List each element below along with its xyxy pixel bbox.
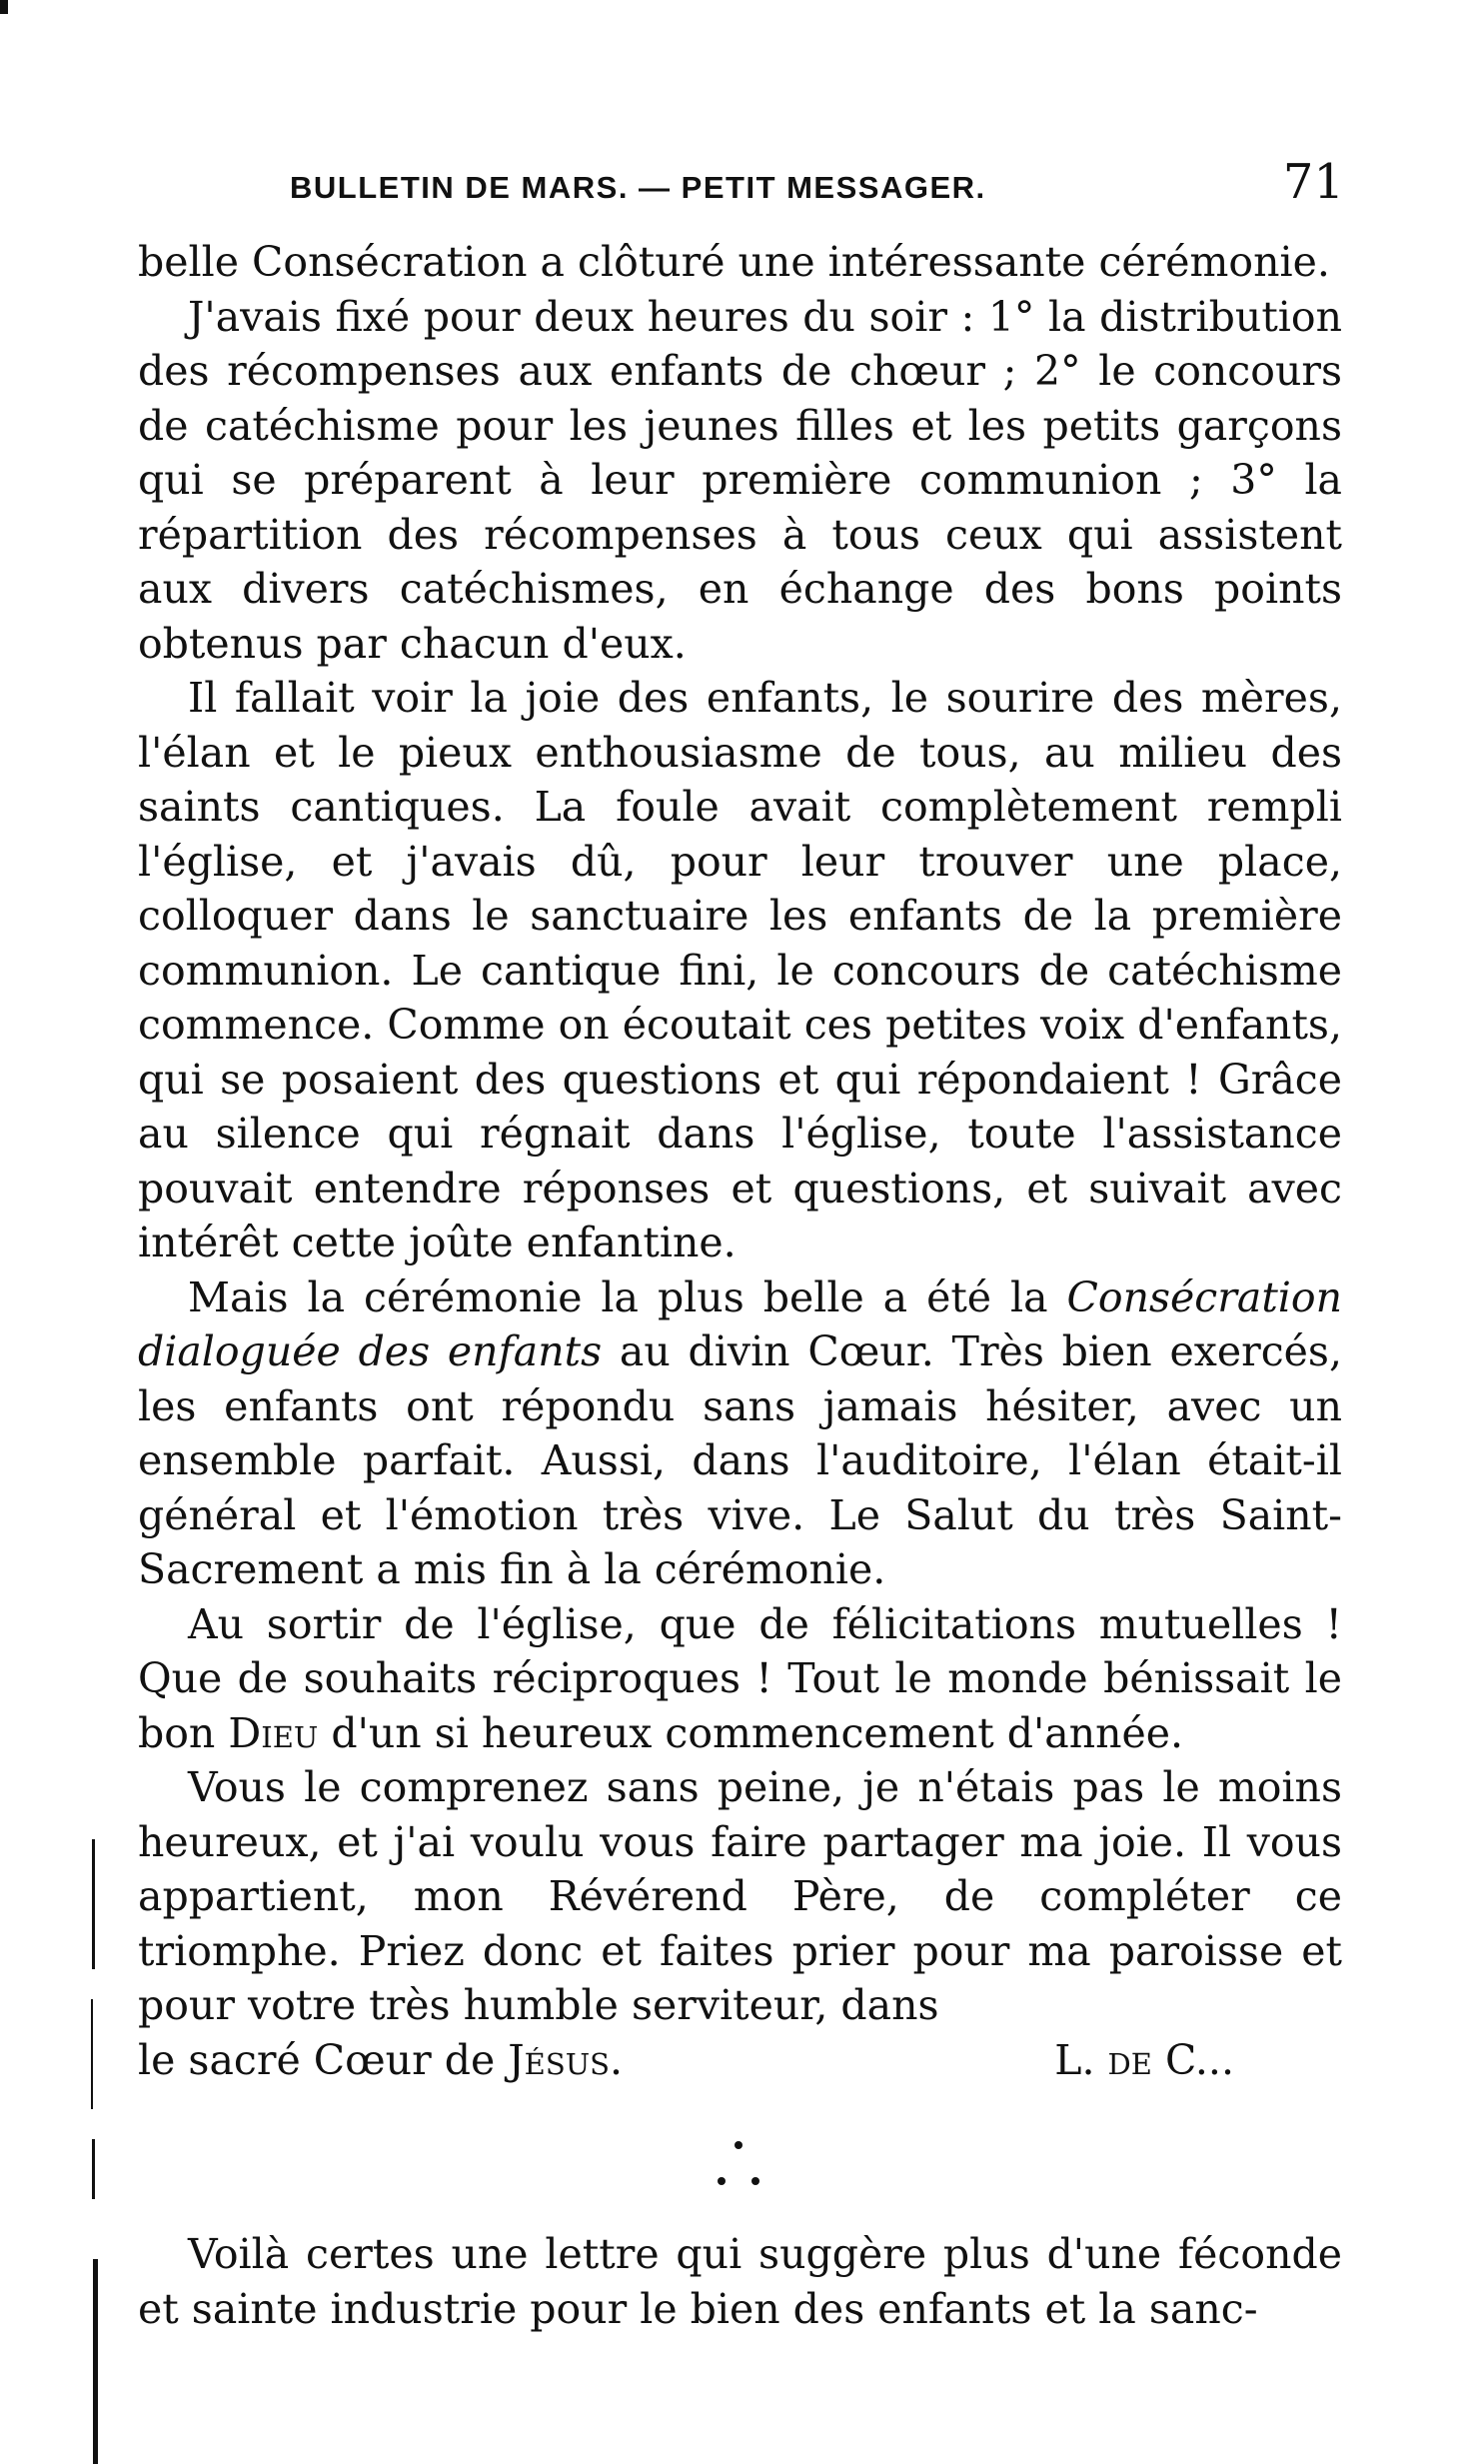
- paragraph-5-text-end: d'un si heureux commencement d'année.: [318, 1708, 1184, 1757]
- closing-text-start: le sacré Cœur de: [138, 2035, 509, 2084]
- paragraph-4-text-start: Mais la cérémonie la plus belle a été la: [188, 1272, 1067, 1321]
- paragraph-6: Vous le comprenez sans peine, je n'étais pas le moins heureux, et j'ai voulu vous faire partager ma joie. Il vous appartient, mon Révérend Père, de compléter ce triomphe. Priez donc et faites prier pour ma paroisse et pour votre très humble serviteur, dans: [138, 1763, 1342, 2029]
- closing-text-end: .: [610, 2035, 624, 2084]
- paragraph-3: Il fallait voir la joie des enfants, le sourire des mères, l'élan et le pieux enthousiasme de tous, au milieu des saints cantiques. La foule avait complètement rempli l'église, et j'avais dû, pour leur trouver une place, colloquer dans le sanctuaire les enfants de la première communion. Le cantique fini, le concours de catéchisme commence. Comme on écoutait ces petites voix d'enfants, qui se posaient des questions et qui répondaient ! Grâce au silence qui régnait dans l'église, toute l'assistance pouvait entendre réponses et questions, et suivait avec intérêt cette joûte enfantine.: [138, 674, 1342, 1266]
- paragraph-7: Voilà certes une lettre qui suggère plus d'une féconde et sainte industrie pour le bien des enfants et la sanc-: [138, 2230, 1342, 2333]
- paragraph-5-text-start: Au sortir de l'église, que de félicitations mutuelles ! Que de souhaits réciproques ! Tout le monde bénissait le bon: [138, 1599, 1342, 1757]
- asterism-divider: [138, 2087, 1342, 2227]
- closing-jesus: Jésus: [508, 2035, 611, 2084]
- page-number: 71: [1282, 154, 1344, 210]
- paragraph-2: J'avais fixé pour deux heures du soir : 1° la distribution des récompenses aux enfants de chœur ; 2° le concours de catéchisme pour les jeunes filles et les petits garçons qui se préparent à leur première communion ; 3° la répartition des récompenses à tous ceux qui assistent aux divers catéchismes, en échange des bons points obtenus par chacun d'eux.: [138, 292, 1342, 668]
- asterism-dot-right: [751, 2177, 759, 2185]
- paragraph-5: [138, 1597, 1342, 1761]
- binding-edge-shadow: [86, 1839, 100, 2464]
- page-header: [290, 154, 1344, 218]
- paragraph-4-text-end: au divin Cœur. Très bien exercés, les enfants ont répondu sans jamais hésiter, avec un ensemble parfait. Aussi, dans l'auditoire, l'élan était-il général et l'émotion très vive. Le Salut du très Saint-Sacrement a mis fin à la cérémonie.: [138, 1327, 1343, 1593]
- asterism-dot-top: [735, 2141, 742, 2149]
- asterism-dot-left: [718, 2177, 726, 2185]
- body-text: [138, 235, 1342, 2336]
- paragraph-5-dieu: Dieu: [228, 1708, 319, 1757]
- scan-corner-mark: [0, 0, 8, 14]
- paragraph-4-italic-title: Consécration dialoguée des enfants: [138, 1272, 1342, 1375]
- paragraph-1: belle Consécration a clôturé une intéressante cérémonie.: [138, 238, 1330, 286]
- closing-text: [138, 2033, 623, 2088]
- paragraph-4: [138, 1270, 1342, 1597]
- closing-line: [138, 2033, 1342, 2088]
- signature: L. de C...: [1054, 2035, 1234, 2084]
- running-title: BULLETIN DE MARS. — PETIT MESSAGER.: [290, 170, 986, 205]
